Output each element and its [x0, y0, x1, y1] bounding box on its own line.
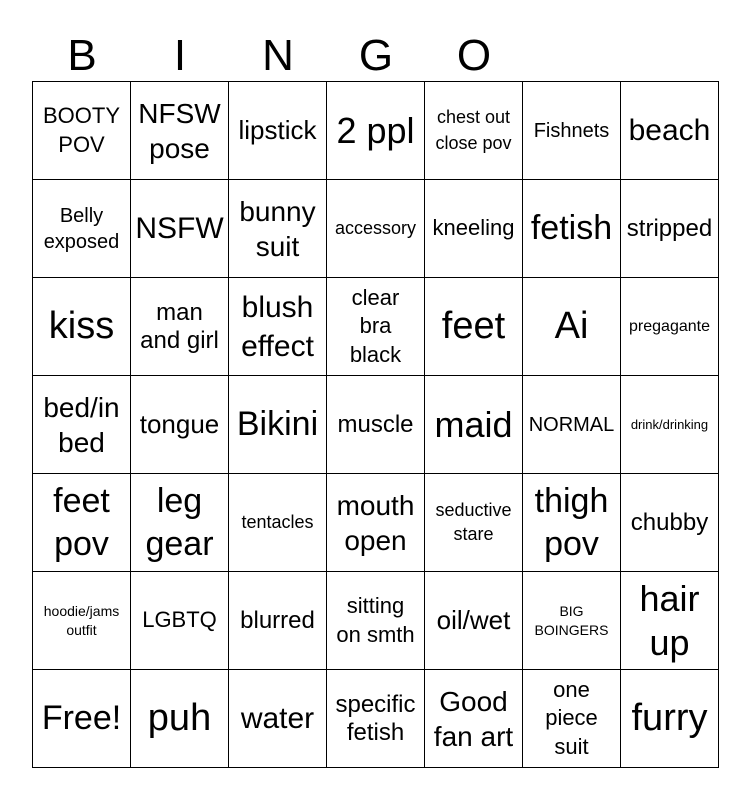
- cell-label: LGBTQ: [142, 607, 217, 633]
- bingo-cell[interactable]: [131, 670, 229, 768]
- cell-label: oil/wet: [436, 605, 511, 636]
- bingo-cell[interactable]: [131, 572, 229, 670]
- cell-label: chest out close pov: [435, 107, 512, 153]
- cell-label: Free!: [41, 699, 122, 738]
- bingo-cell[interactable]: [621, 278, 719, 376]
- cell-label: Fishnets: [533, 119, 610, 142]
- cell-label: muscle: [337, 410, 414, 438]
- bingo-cell[interactable]: [621, 376, 719, 474]
- cell-label: one piece suit: [545, 676, 598, 759]
- bingo-cell[interactable]: [425, 180, 523, 278]
- cell-label: leg gear: [145, 482, 214, 563]
- bingo-cell[interactable]: [327, 180, 425, 278]
- bingo-cell[interactable]: [621, 474, 719, 572]
- cell-label: specific fetish: [335, 690, 416, 746]
- cell-label: sitting on smth: [336, 592, 415, 647]
- cell-label: blurred: [240, 606, 315, 634]
- cell-label: NSFW: [135, 212, 224, 245]
- cell-label: feet pov: [53, 482, 110, 563]
- bingo-cell[interactable]: [131, 474, 229, 572]
- cell-label: stripped: [626, 214, 713, 242]
- header-letter-n: N: [262, 31, 294, 80]
- bingo-cell[interactable]: [229, 278, 327, 376]
- cell-label: Ai: [554, 304, 589, 347]
- cell-label: clear bra black: [349, 284, 402, 367]
- cell-label: beach: [628, 114, 711, 147]
- bingo-cell[interactable]: [229, 670, 327, 768]
- bingo-cell[interactable]: [229, 572, 327, 670]
- bingo-cell[interactable]: [621, 82, 719, 180]
- cell-label: Belly exposed: [43, 204, 120, 253]
- header-letter-g: G: [358, 31, 394, 80]
- bingo-cell[interactable]: [621, 670, 719, 768]
- bingo-cell[interactable]: [327, 474, 425, 572]
- cell-label: NFSW pose: [138, 97, 221, 164]
- cell-label: feet: [441, 304, 506, 347]
- cell-label: maid: [434, 403, 513, 445]
- bingo-cell[interactable]: [229, 376, 327, 474]
- cell-label: hair up: [639, 578, 700, 663]
- bingo-cell[interactable]: [33, 376, 131, 474]
- bingo-cell[interactable]: [523, 278, 621, 376]
- bingo-cell[interactable]: [229, 180, 327, 278]
- bingo-cell[interactable]: [327, 82, 425, 180]
- bingo-cell[interactable]: [523, 376, 621, 474]
- bingo-cell[interactable]: [425, 278, 523, 376]
- bingo-cell[interactable]: [425, 82, 523, 180]
- bingo-cell[interactable]: [523, 82, 621, 180]
- cell-label: furry: [631, 696, 708, 739]
- bingo-cell[interactable]: [33, 278, 131, 376]
- cell-label: kneeling: [432, 215, 515, 241]
- bingo-cell[interactable]: [425, 572, 523, 670]
- cell-label: 2 ppl: [336, 109, 415, 151]
- cell-label: NORMAL: [528, 413, 615, 436]
- bingo-cell[interactable]: [425, 670, 523, 768]
- cell-label: fetish: [530, 209, 613, 248]
- bingo-cell[interactable]: [33, 180, 131, 278]
- bingo-cell[interactable]: [131, 278, 229, 376]
- cell-label: puh: [147, 696, 212, 739]
- cell-label: hoodie/jams outfit: [43, 602, 120, 638]
- cell-label: bed/in bed: [43, 391, 120, 458]
- bingo-cell[interactable]: [621, 572, 719, 670]
- cell-label: drink/drinking: [630, 416, 709, 432]
- cell-label: Good fan art: [433, 685, 514, 752]
- header-letter-i: I: [173, 31, 187, 80]
- bingo-cell[interactable]: [33, 474, 131, 572]
- cell-label: accessory: [334, 217, 417, 238]
- cell-label: chubby: [630, 508, 709, 536]
- cell-label: man and girl: [140, 298, 219, 354]
- bingo-cell[interactable]: [131, 376, 229, 474]
- bingo-cell[interactable]: [523, 572, 621, 670]
- bingo-cell[interactable]: [327, 670, 425, 768]
- cell-label: kiss: [48, 304, 115, 347]
- cell-label: water: [240, 702, 315, 735]
- bingo-cell[interactable]: [229, 474, 327, 572]
- bingo-cell[interactable]: [425, 474, 523, 572]
- bingo-grid: [32, 81, 719, 768]
- bingo-cell[interactable]: [523, 670, 621, 768]
- header-letter-b: B: [67, 31, 97, 80]
- cell-label: mouth open: [336, 489, 415, 556]
- cell-label: tentacles: [241, 511, 314, 532]
- header-letter-o: O: [456, 31, 492, 80]
- bingo-cell[interactable]: [229, 82, 327, 180]
- bingo-cell[interactable]: [327, 572, 425, 670]
- bingo-cell[interactable]: [327, 376, 425, 474]
- bingo-cell[interactable]: [131, 82, 229, 180]
- cell-label: pregagante: [629, 317, 710, 335]
- bingo-cell[interactable]: [33, 670, 131, 768]
- cell-label: BOOTY POV: [42, 102, 120, 157]
- cell-label: BIG BOINGERS: [534, 602, 609, 638]
- cell-label: lipstick: [238, 115, 317, 146]
- bingo-cell[interactable]: [33, 572, 131, 670]
- bingo-header: [33, 28, 719, 84]
- bingo-cell[interactable]: [523, 180, 621, 278]
- cell-label: Bikini: [236, 405, 319, 444]
- bingo-cell[interactable]: [33, 82, 131, 180]
- cell-label: seductive stare: [435, 500, 512, 544]
- bingo-cell[interactable]: [131, 180, 229, 278]
- bingo-cell[interactable]: [621, 180, 719, 278]
- cell-label: thigh pov: [534, 482, 609, 563]
- cell-label: bunny suit: [239, 195, 316, 262]
- bingo-cell[interactable]: [327, 278, 425, 376]
- bingo-cell[interactable]: [425, 376, 523, 474]
- cell-label: blush effect: [241, 290, 314, 363]
- cell-label: tongue: [139, 409, 220, 440]
- bingo-cell[interactable]: [523, 474, 621, 572]
